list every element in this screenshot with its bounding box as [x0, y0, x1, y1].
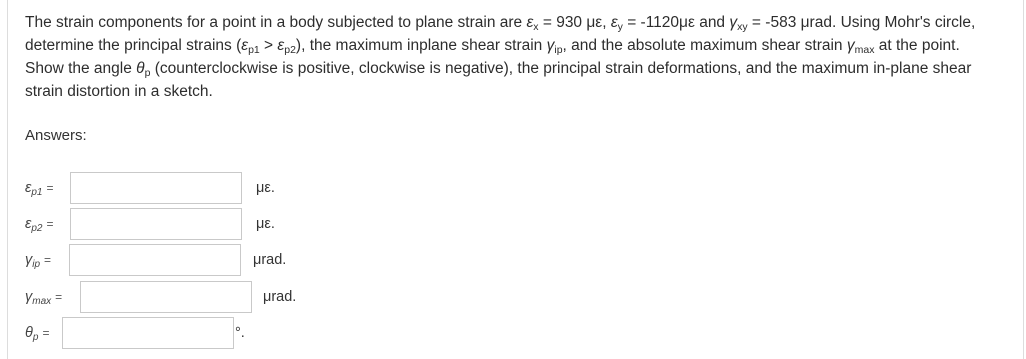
- gamma-max-subscript: max: [854, 44, 875, 56]
- epsilon-x-symbol: ε: [526, 14, 534, 31]
- answer-label-ep1: [25, 180, 54, 196]
- problem-text-1: The strain components for a point in a body subjected to plane strain are: [25, 14, 527, 31]
- problem-text-4: at the point. Show the angle: [25, 37, 960, 77]
- gmax-unit: μrad.: [263, 289, 297, 305]
- epsilon-y-value: = -1120με and: [622, 14, 730, 31]
- thetap-input[interactable]: [62, 317, 234, 349]
- answer-label-gmax: [25, 289, 62, 305]
- ep2-label-subscript: p2: [31, 223, 43, 234]
- ep2-symbol: ε: [277, 37, 285, 54]
- epsilon-x-value: = 930 με,: [538, 14, 611, 31]
- ep2-label-symbol: ε: [25, 216, 32, 232]
- gip-label-symbol: γ: [25, 252, 33, 268]
- gamma-xy-symbol: γ: [729, 14, 738, 31]
- gip-label-subscript: ip: [32, 259, 41, 270]
- theta-p-symbol: θ: [136, 60, 145, 77]
- ep2-input[interactable]: [70, 208, 242, 240]
- gamma-max-symbol: γ: [846, 37, 855, 54]
- gmax-label-subscript: max: [32, 296, 52, 307]
- gmax-input[interactable]: [80, 281, 252, 313]
- answer-label-ep2: [25, 216, 54, 232]
- answer-row-ep1: [25, 172, 325, 206]
- ep1-subscript: p1: [248, 44, 260, 56]
- problem-text-5: (counterclockwise is positive, clockwise is negative), the principal strain deformations, and the maximum in-plane shear strain distortion in a sketch.: [25, 60, 972, 100]
- ep2-subscript: p2: [284, 44, 296, 56]
- gmax-label-equals: =: [55, 290, 63, 304]
- answer-label-thetap: [25, 325, 49, 341]
- epsilon-x-subscript: x: [533, 21, 539, 33]
- problem-statement: [25, 11, 985, 103]
- epsilon-y-symbol: ε: [610, 14, 618, 31]
- ep1-unit: με.: [256, 180, 275, 196]
- answer-row-ep2: [25, 208, 325, 242]
- thetap-label-subscript: p: [32, 332, 39, 343]
- theta-p-subscript: p: [144, 67, 151, 79]
- gip-unit: μrad.: [253, 252, 287, 268]
- gmax-label-symbol: γ: [25, 289, 33, 305]
- problem-text-2: ), the maximum inplane shear strain: [295, 37, 547, 54]
- ep1-label-subscript: p1: [31, 187, 43, 198]
- problem-text-3: , and the absolute maximum shear strain: [562, 37, 847, 54]
- greater-than: >: [259, 37, 278, 54]
- gip-input[interactable]: [69, 244, 241, 276]
- gamma-ip-subscript: ip: [554, 44, 563, 56]
- thetap-label-equals: =: [42, 326, 50, 340]
- gip-label-equals: =: [44, 253, 52, 267]
- ep1-symbol: ε: [241, 37, 249, 54]
- ep1-label-symbol: ε: [25, 180, 32, 196]
- answer-row-gip: [25, 244, 325, 278]
- ep1-label-equals: =: [46, 181, 54, 195]
- ep1-input[interactable]: [70, 172, 242, 204]
- gamma-xy-value: = -583 μrad. Using Mohr's circle, determine the principal strains (: [25, 14, 976, 54]
- answer-row-gmax: [25, 281, 345, 315]
- ep2-unit: με.: [256, 216, 275, 232]
- answer-row-thetap: [25, 317, 325, 351]
- thetap-unit: °.: [235, 325, 245, 341]
- thetap-label-symbol: θ: [25, 325, 33, 341]
- answers-heading: Answers:: [25, 127, 87, 144]
- answer-label-gip: [25, 252, 51, 268]
- gamma-ip-symbol: γ: [546, 37, 555, 54]
- gamma-xy-subscript: xy: [737, 21, 748, 33]
- epsilon-y-subscript: y: [617, 21, 623, 33]
- ep2-label-equals: =: [46, 217, 54, 231]
